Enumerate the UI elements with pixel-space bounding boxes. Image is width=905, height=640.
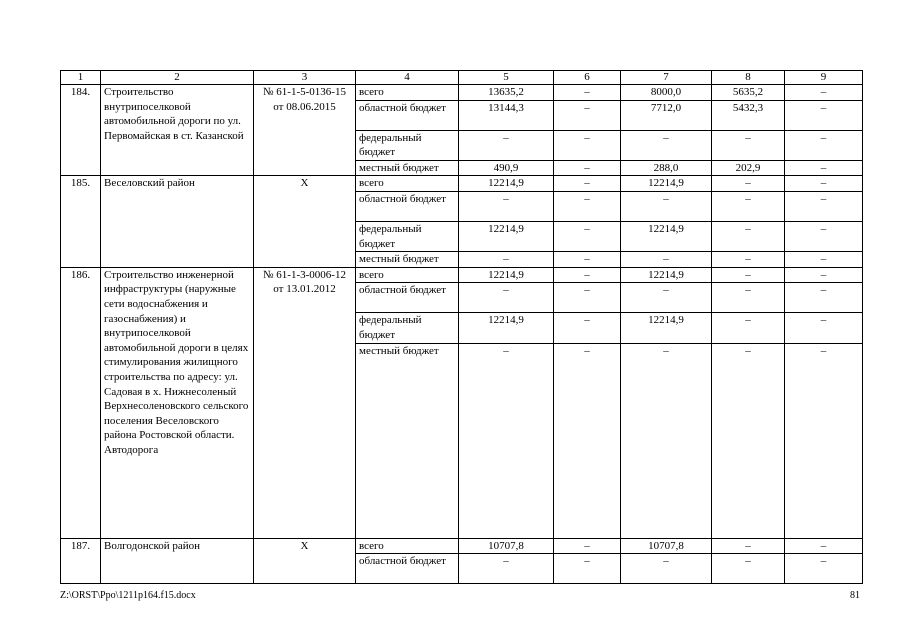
amount-cell-v9: – <box>785 267 863 283</box>
amount-cell-v7: 12214,9 <box>621 267 712 283</box>
amount-cell-v5: – <box>459 252 554 268</box>
amount-cell-v9: – <box>785 538 863 554</box>
amount-cell-v5: 13635,2 <box>459 85 554 101</box>
amount-cell-v5: 12214,9 <box>459 176 554 192</box>
amount-cell-v6: – <box>554 160 621 176</box>
row-number: 186. <box>61 267 101 538</box>
file-path: Z:\ORST\Ppo\1211p164.f15.docx <box>60 590 196 601</box>
amount-cell-v8: – <box>712 538 785 554</box>
funding-source: всего <box>356 176 459 192</box>
funding-source: областной бюджет <box>356 100 459 130</box>
amount-cell-v9: – <box>785 554 863 584</box>
funding-source: федеральный бюджет <box>356 130 459 160</box>
amount-cell-v9: – <box>785 283 863 313</box>
table-row <box>61 538 863 554</box>
amount-cell-v5: 10707,8 <box>459 538 554 554</box>
amount-cell-v6: – <box>554 176 621 192</box>
amount-cell-v7: 7712,0 <box>621 100 712 130</box>
object-name: Веселовский район <box>101 176 254 267</box>
amount-cell-v5: 12214,9 <box>459 313 554 343</box>
amount-cell-v8: 202,9 <box>712 160 785 176</box>
amount-cell-v5: – <box>459 130 554 160</box>
amount-cell-v5: 13144,3 <box>459 100 554 130</box>
table-body <box>61 85 863 584</box>
amount-cell-v9: – <box>785 252 863 268</box>
header-row <box>61 71 863 85</box>
funding-source: федеральный бюджет <box>356 313 459 343</box>
funding-source: местный бюджет <box>356 160 459 176</box>
amount-cell-v9: – <box>785 221 863 251</box>
amount-cell-v8: – <box>712 267 785 283</box>
amount-cell-v6: – <box>554 85 621 101</box>
amount-cell-v6: – <box>554 130 621 160</box>
amount-cell-v5: – <box>459 343 554 538</box>
amount-cell-v9: – <box>785 160 863 176</box>
amount-cell-v8: – <box>712 343 785 538</box>
col-header: 2 <box>101 71 254 85</box>
col-header: 1 <box>61 71 101 85</box>
table-row <box>61 85 863 101</box>
amount-cell-v6: – <box>554 313 621 343</box>
expertise-doc: Х <box>254 176 356 267</box>
table-row <box>61 176 863 192</box>
amount-cell-v6: – <box>554 538 621 554</box>
amount-cell-v8: – <box>712 283 785 313</box>
funding-source: местный бюджет <box>356 343 459 538</box>
amount-cell-v6: – <box>554 283 621 313</box>
amount-cell-v7: 288,0 <box>621 160 712 176</box>
amount-cell-v8: – <box>712 176 785 192</box>
table-row <box>61 267 863 283</box>
amount-cell-v6: – <box>554 343 621 538</box>
amount-cell-v7: – <box>621 130 712 160</box>
amount-cell-v7: 12214,9 <box>621 221 712 251</box>
col-header: 7 <box>621 71 712 85</box>
amount-cell-v8: – <box>712 252 785 268</box>
expertise-doc: Х <box>254 538 356 584</box>
amount-cell-v7: 12214,9 <box>621 176 712 192</box>
amount-cell-v7: 10707,8 <box>621 538 712 554</box>
amount-cell-v7: – <box>621 283 712 313</box>
amount-cell-v7: – <box>621 191 712 221</box>
amount-cell-v6: – <box>554 554 621 584</box>
amount-cell-v9: – <box>785 100 863 130</box>
amount-cell-v7: 8000,0 <box>621 85 712 101</box>
funding-source: федеральный бюджет <box>356 221 459 251</box>
amount-cell-v6: – <box>554 191 621 221</box>
col-header: 6 <box>554 71 621 85</box>
amount-cell-v8: – <box>712 554 785 584</box>
funding-source: местный бюджет <box>356 252 459 268</box>
amount-cell-v7: 12214,9 <box>621 313 712 343</box>
expertise-doc: № 61-1-3-0006-12 от 13.01.2012 <box>254 267 356 538</box>
col-header: 4 <box>356 71 459 85</box>
amount-cell-v9: – <box>785 313 863 343</box>
amount-cell-v6: – <box>554 100 621 130</box>
col-header: 8 <box>712 71 785 85</box>
amount-cell-v8: – <box>712 313 785 343</box>
amount-cell-v7: – <box>621 252 712 268</box>
amount-cell-v9: – <box>785 191 863 221</box>
col-header: 9 <box>785 71 863 85</box>
amount-cell-v8: – <box>712 191 785 221</box>
col-header: 3 <box>254 71 356 85</box>
amount-cell-v9: – <box>785 130 863 160</box>
object-name: Волгодонской район <box>101 538 254 584</box>
object-name: Строительство инженерной инфраструктуры (наружные сети водоснабжения и газоснабжения) и внутрипоселковой автомобильной дороги в целях стимулирования жилищного строительства по адресу: ул. Садовая в х. Нижнесоленый Верхнесоленовского сельского поселения Веселовского района Ростовской области. Автодорога <box>101 267 254 538</box>
funding-source: всего <box>356 538 459 554</box>
amount-cell-v9: – <box>785 176 863 192</box>
row-number: 187. <box>61 538 101 584</box>
amount-cell-v8: 5432,3 <box>712 100 785 130</box>
funding-source: областной бюджет <box>356 283 459 313</box>
object-name: Строительство внутрипоселковой автомобильной дороги по ул. Первомайская в ст. Казанской <box>101 85 254 176</box>
amount-cell-v6: – <box>554 252 621 268</box>
amount-cell-v6: – <box>554 221 621 251</box>
amount-cell-v5: – <box>459 554 554 584</box>
budget-table <box>60 70 863 584</box>
amount-cell-v9: – <box>785 343 863 538</box>
col-header: 5 <box>459 71 554 85</box>
amount-cell-v9: – <box>785 85 863 101</box>
row-number: 185. <box>61 176 101 267</box>
amount-cell-v7: – <box>621 554 712 584</box>
amount-cell-v5: 490,9 <box>459 160 554 176</box>
amount-cell-v5: – <box>459 283 554 313</box>
row-number: 184. <box>61 85 101 176</box>
page-number: 81 <box>850 590 860 601</box>
amount-cell-v5: – <box>459 191 554 221</box>
funding-source: всего <box>356 267 459 283</box>
expertise-doc: № 61-1-5-0136-15 от 08.06.2015 <box>254 85 356 176</box>
funding-source: всего <box>356 85 459 101</box>
amount-cell-v5: 12214,9 <box>459 221 554 251</box>
amount-cell-v8: 5635,2 <box>712 85 785 101</box>
amount-cell-v7: – <box>621 343 712 538</box>
amount-cell-v6: – <box>554 267 621 283</box>
amount-cell-v8: – <box>712 130 785 160</box>
amount-cell-v8: – <box>712 221 785 251</box>
amount-cell-v5: 12214,9 <box>459 267 554 283</box>
funding-source: областной бюджет <box>356 191 459 221</box>
funding-source: областной бюджет <box>356 554 459 584</box>
